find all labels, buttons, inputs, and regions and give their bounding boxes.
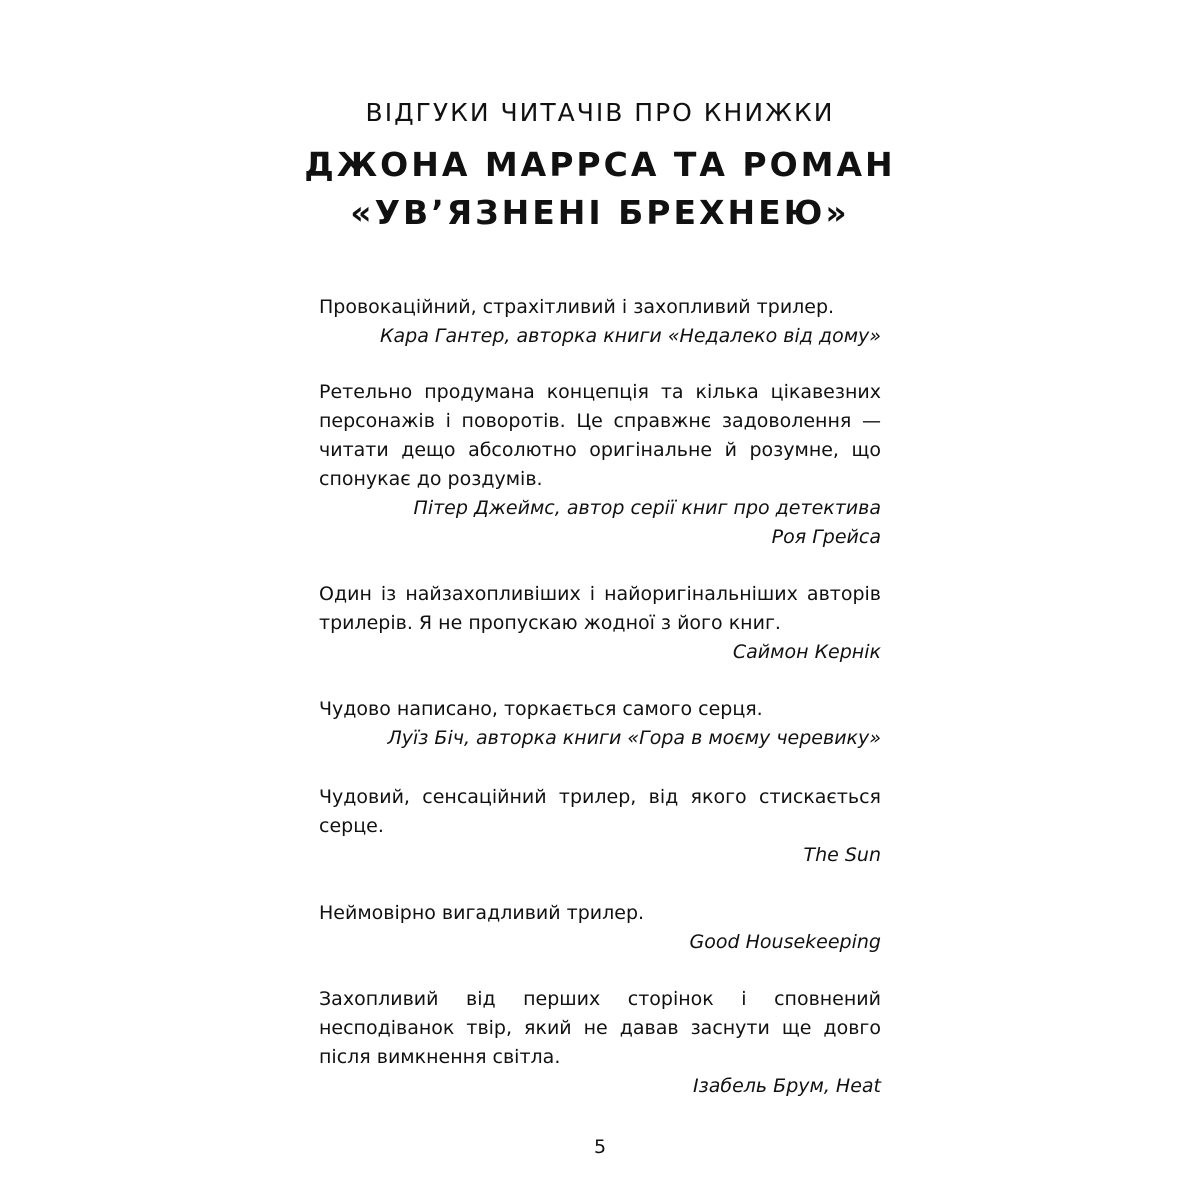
- review-attribution: Good Housekeeping: [689, 931, 881, 953]
- review-quote: Ретельно продумана концепція та кілька цікавезних персонажів і поворотів. Це справжнє задоволення — читати дещо абсолютно оригінальне й розумне, що спонукає до роздумів.: [319, 381, 881, 490]
- review-quote: Один із найзахопливіших і найоригінальніших авторів трилерів. Я не пропускаю жодної з його книг.: [319, 583, 881, 634]
- review-item: [319, 293, 881, 351]
- review-attribution: The Sun: [803, 844, 881, 866]
- review-attribution: Ізабель Брум, Heat: [693, 1075, 881, 1097]
- review-item: [319, 783, 881, 870]
- review-quote: Чудово написано, торкається самого серця.: [319, 698, 763, 720]
- review-item: [319, 899, 881, 957]
- review-attribution-continued: Роя Грейса: [771, 526, 881, 548]
- page-title-line-1: ДЖОНА МАРРСА ТА РОМАН: [304, 145, 896, 184]
- review-item: [319, 695, 881, 753]
- review-attribution: Кара Гантер, авторка книги «Недалеко від дому»: [380, 325, 881, 347]
- review-attribution: Саймон Кернік: [732, 641, 881, 663]
- page-title-line-2: «УВ’ЯЗНЕНІ БРЕХНЕЮ»: [350, 193, 850, 232]
- review-quote: Провокаційний, страхітливий і захопливий трилер.: [319, 296, 835, 318]
- page-number: 5: [593, 1136, 607, 1158]
- review-item: [319, 378, 881, 552]
- review-attribution: Луїз Біч, авторка книги «Гора в моєму черевику»: [387, 727, 881, 749]
- review-item: [319, 580, 881, 667]
- review-quote: Чудовий, сенсаційний трилер, від якого стискається серце.: [319, 786, 881, 837]
- review-quote: Захопливий від перших сторінок і сповнений несподіванок твір, який не давав заснути ще довго після вимкнення світла.: [319, 988, 881, 1068]
- review-attribution: Пітер Джеймс, автор серії книг про детектива: [413, 497, 881, 519]
- review-quote: Неймовірно вигадливий трилер.: [319, 902, 645, 924]
- page-kicker: ВІДГУКИ ЧИТАЧІВ ПРО КНИЖКИ: [365, 98, 835, 127]
- review-item: [319, 985, 881, 1101]
